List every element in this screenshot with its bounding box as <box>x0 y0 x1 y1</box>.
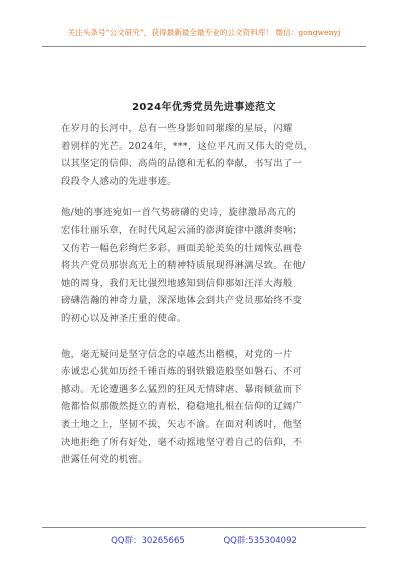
document-title: 2024年优秀党员先进事迹范文 <box>132 102 276 113</box>
footer <box>0 534 408 546</box>
footer-qq-group-2: QQ群:535304092 <box>223 536 297 546</box>
header-divider <box>42 46 366 47</box>
footer-qq-group-1: QQ群：30265665 <box>111 536 185 546</box>
paragraph-1: 在岁月的长河中，总有一些身影如同璀璨的星辰，闪耀 着别样的光芒。2024年，***，这位平凡而又伟大的党员， 以其坚定的信仰、高尚的品德和无私的奉献，书写出了一 段段令人感动的先进事迹。 <box>61 123 314 187</box>
footer-divider <box>42 527 366 528</box>
header-banner: 关注头条号“公文研究”，获得最新最全最专业的公文资料库！ 微信：gongwenyj <box>67 28 341 37</box>
document-body <box>61 120 348 487</box>
paragraph-2: 他/她的事迹宛如一首气势磅礴的史诗，旋律激昂高亢的 宏伟壮丽乐章，在时代风起云涌的澎湃旋律中激湃奏响； 又仿若一幅色彩绚烂多彩、画面美轮美奂的壮阔恢弘画卷 将共产党员那崇高无上的精神特质展现得淋漓尽致。在他/ 她的周身，我们无比强烈地感知到信仰那如汪洋大海般 磅礴浩瀚的神奇力量，深深地体会到共产党员那始终不变 的初心以及神圣庄重的使命。 <box>61 207 306 324</box>
paragraph-3: 他，毫无疑问是坚守信念的卓越杰出楷模，对党的一片 赤诚忠心犹如历经千锤百炼的钢铁锻造般坚如磐石、不可 撼动。无论遭遇多么猛烈的狂风无情肆虐、暴雨倾盆而下 他都恰似那傲然挺立的青松，稳稳地扎根在信仰的辽阔广 袤土地之上，坚韧不拔，矢志不渝。在面对利诱时，他坚 决地拒绝了所有好处，毫不动摇地坚守着自己的信仰，不 泄露任何党的机密。 <box>61 348 303 466</box>
